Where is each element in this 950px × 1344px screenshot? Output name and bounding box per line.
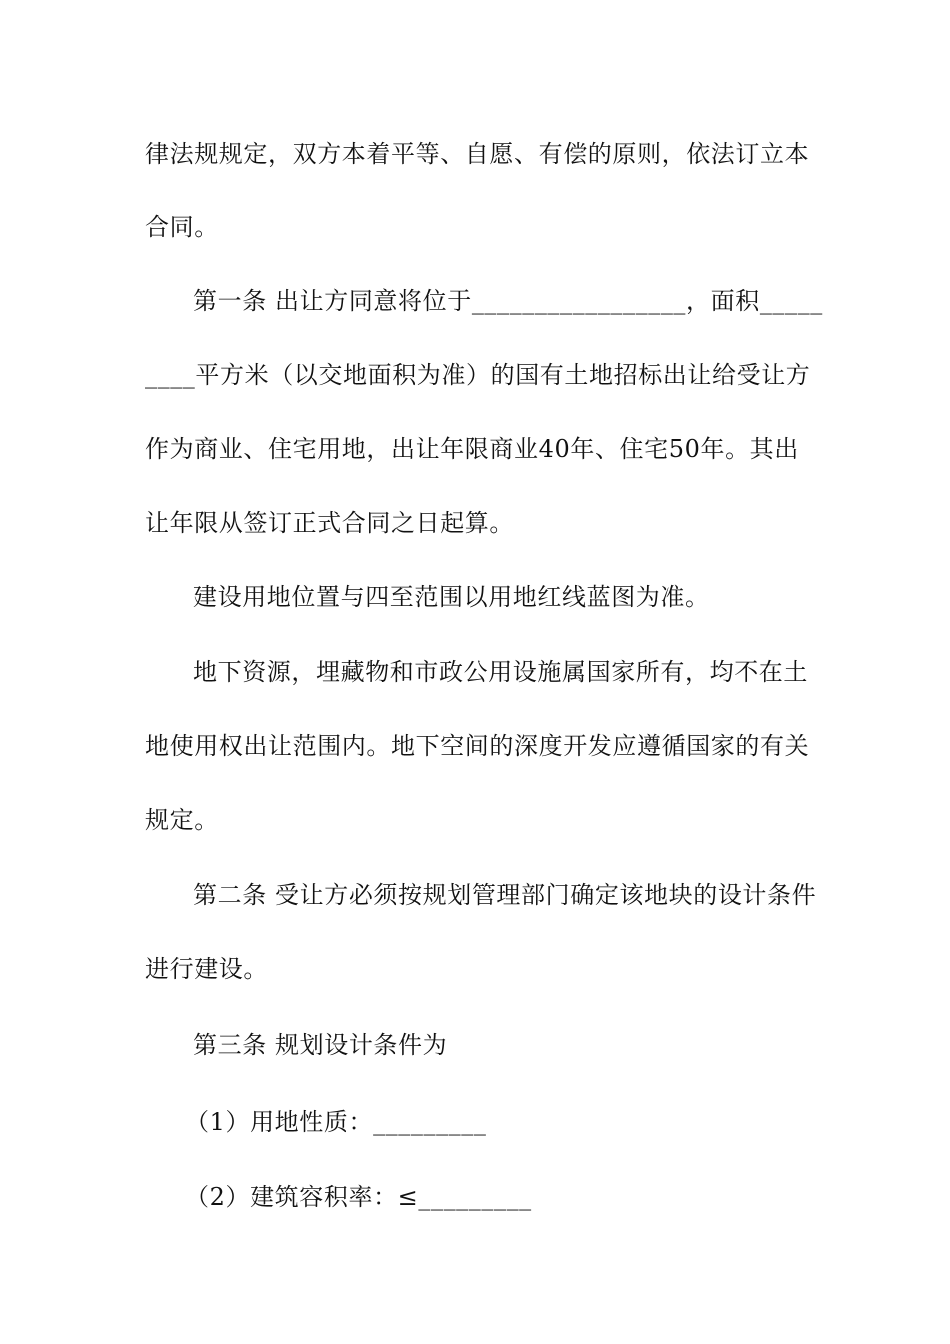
text-line-2: 合同。 <box>145 213 219 241</box>
resources-line-2: 地使用权出让范围内。地下空间的深度开发应遵循国家的有关 <box>145 732 810 760</box>
plot-ratio-item: （2）建筑容积率：≤_________ <box>185 1183 532 1211</box>
resources-line-3: 规定。 <box>145 806 219 834</box>
land-use-item: （1）用地性质：_________ <box>185 1108 487 1136</box>
article-2-line-2: 进行建设。 <box>145 955 268 983</box>
article-1-line-3: 作为商业、住宅用地，出让年限商业40年、住宅50年。其出 <box>145 435 799 463</box>
article-3-heading: 第三条 规划设计条件为 <box>193 1031 448 1059</box>
boundary-paragraph: 建设用地位置与四至范围以用地红线蓝图为准。 <box>193 583 710 611</box>
article-2-line-1: 第二条 受让方必须按规划管理部门确定该地块的设计条件 <box>193 881 817 909</box>
text-line-1: 律法规规定，双方本着平等、自愿、有偿的原则，依法订立本 <box>145 140 810 168</box>
article-1-line-2: ____平方米（以交地面积为准）的国有土地招标出让给受让方 <box>145 361 811 389</box>
article-1-line-4: 让年限从签订正式合同之日起算。 <box>145 509 514 537</box>
article-1-line-1: 第一条 出让方同意将位于_________________，面积_____ <box>193 287 823 315</box>
resources-line-1: 地下资源，埋藏物和市政公用设施属国家所有，均不在土 <box>193 658 808 686</box>
